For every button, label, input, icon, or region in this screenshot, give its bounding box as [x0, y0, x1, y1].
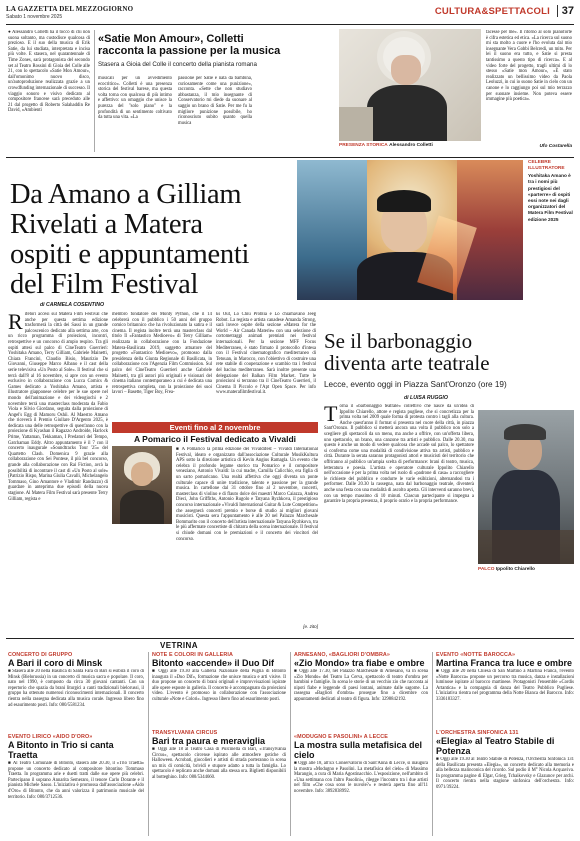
satie-signature: Ufo Costarella: [539, 144, 572, 149]
vetrina-item-1-kicker: CONCERTO DI GRUPPO: [8, 652, 73, 658]
amano-photo: [297, 160, 523, 300]
vetrina-item-5-title: «Zio Mondo» tra fiabe e ombre: [294, 658, 425, 668]
festival-headline-line-1: Da Amano a Gilliam: [10, 179, 242, 210]
vetrina-item-6-title: La mostra sulla metafisica del cielo: [294, 740, 423, 760]
vetrina-item-7-title: Martina Franca tra luce e ombre: [436, 658, 573, 668]
satie-col-4: facesse per me». Il ritorno al solo pianoforte è cifra estetica ed etica. «La ricerca sul suono mi sta molto a cuore e l'ho evoluta dal mio insegnante Vera Gobbi Belcredi, un mito. Per lei il suono era tutto, e Satie si presta tantissimo a questo tipo di ricerca». E al video forte del progetto, tragli ultimi di lo stesso «Satie mon Amour», «È stato realizzato un bellissimo video da Paola Leoluzzi, in cui io suono Satie in cielo con un canone e lo raggiungo poi sul mio terrazzo per suonare insieme. Non poteva essere immagine più poetica».: [486, 30, 572, 103]
section-name: CULTURA&SPETTACOLI: [434, 6, 550, 17]
vetrina-item-6-body: ■ Oggi alle 18, all'Ex Conservatorio di Sant'Anna di Lecce, si inaugura la mostra «Modugno e Pasolini. La metafisica del cielo» di Massimo Marangio, a cura di Maria Agostinacchio. L'esposizione, nell'ambito di «Una settimana con l'altro Pasolini», rilegge l'incontro tra i due artisti nel film «Che cosa sono le nuvole?» e resterà aperta fino all'11 novembre. Info: 3892838992.: [294, 761, 428, 794]
eventi-kicker: Eventi fino al 2 novembre: [112, 422, 318, 433]
festival-col-3: ks Out, Lo Chiù Problia e Lo chiamavano Jeeg Robot. La regista e artista canadese Amanda Strong, sarà invece ospite della sezione «Matera for the World – Air Canada Materie» con una selezione di cortometraggi animati premiati nei festival internazionali. Per la sezione MFF Focus Mediterraneo, è stato firmato il protocollo d'intesa con il Festival cinematografico mediterraneo di Tetouan, in Marocco, con l'obiettivo di costruire una rete stabile di cooperazione e scambio tra i festival del bacino mediterraneo. Sarà inoltre presente una delegazione del Balkan Film Market. Tutte le proiezioni si terranno tra il CineTeatro Guerrieri, il Cinema Il Piccolo e l'Apt Open Space. Per info www.materafilmfestival.it.: [216, 312, 316, 396]
chiarello-caption-name: Ippolito Chiarello: [495, 567, 535, 572]
festival-headline-line-2: Rivelati a Matera: [10, 209, 203, 240]
satie-photo: [339, 29, 481, 141]
masthead-rule: [6, 24, 574, 25]
satie-title: [98, 33, 334, 68]
vetrina-item-1-body: ■ Stasera alle 20 nella Basilica di Santa Fara di Bari si esibirà il coro di Minsk (Bielorussia) in un concerto di musica sacra e popolare. Il coro, nato nel 1990, è composto da circa 30 giovani cantanti. Con un repertorio che spazia da brani liturgici a canti tradizionali bielorussi, il gruppo ha ottenuto numerosi riconoscimenti internazionali. Il concerto rientra nella rassegna dedicata alla musica corale. Ingresso libero fino ad esaurimento posti. Info: 080/5581234.: [8, 669, 144, 708]
vetrina-item-6: [294, 734, 428, 841]
eventi-box: [112, 422, 318, 633]
vetrina-item-4-title: Bari tra paura e meraviglia: [152, 736, 266, 746]
vetrina-item-2: [8, 734, 144, 841]
festival-col-1: [8, 312, 108, 633]
barbonaggio-body: [324, 404, 474, 633]
vetrina-item-6-kicker: «MODUGNO E PASOLINI» A LECCE: [294, 734, 388, 740]
festival-headline: [10, 180, 310, 300]
vetrina-item-1: [8, 652, 144, 727]
barbonaggio-headline-line-2: diventa arte teatrale: [324, 351, 490, 375]
vetrina-item-2-kicker: EVENTO LIRICO «AIDO D'ORO»: [8, 734, 93, 740]
barbonaggio-byline: di LUISA RUGGIO: [404, 395, 448, 401]
celebre-label: CELEBRE ILLUSTRATORE: [528, 160, 565, 171]
vetrina-item-3-kicker: NOTE E COLORI IN GALLERIA: [152, 652, 233, 658]
satie-title-line-2: racconta la passione per la musica: [98, 45, 281, 57]
barbonaggio-headline-line-1: Se il barbonaggio: [324, 329, 473, 353]
barbonaggio-subtitle: Lecce, evento oggi in Piazza Sant'Oronzo (ore 19): [324, 380, 507, 389]
festival-col-2: membro fondatore dei Monty Python, che il 14 celebrerà con il pubblico i 50 anni del gruppo comico britannico che ha rivoluzionato la satira e il cinema. Il regista inoltre terrà una masterclass dal titolo Il «Fantastico Medioevo» di Terry Gilliam» realizzata in collaborazione con la Fondazione Matera-Basilicata 2019, saggetto attuatore del progetto «Fantastico Medioevo», promosso dalla presidenza della Giunta Regionale di Basilicata, in collaborazione con l'Agenzia Film Commission. Sul palco del CineTeatro Guerrieri anche Gabriele Mainetti, tra gli autori più originali e visionari del cinema italiano contemporaneo a cui è dedicata una retrospettiva completa, con la proiezione dei suoi lavori – Basette, Tiger Boy, Frea-: [112, 312, 212, 396]
satie-photo-caption: [339, 143, 481, 148]
vetrina-item-7-kicker: EVENTO «NOTTE BAROCCA»: [436, 652, 516, 658]
satie-col-2: musicali per un avvedimento ecocritico». Colletti è una presenza storica del festival barese, ma questa volta torna con qualcosa di più intimo e affettivo: un omaggio che unisce la purezza del "solo piano" e la profondità di un sentimento coltivato da tutta una vita. «La: [98, 76, 172, 121]
festival-col-1-text: ifetori accesi sul Matera Film Festival che anche per questa settima edizione trasformerà la città dei Sassi in un grande palcoscenico dedicato alla settima arte, con un ricco programma di proiezioni, incontri, retrospettive e un concorso di ampio respiro. Tra gli ospiti attesi sul palco di CineTeatro Guerrieri: Yoshitaka Amano, Terry Gilliam, Gabriele Mainetti, Chiara Francini, Claudio Bisio, Maurizio De Giovanni, Giuseppe Marco Albano e il cast della serie televisiva «Un Posto al Sole». Il festival che si terrà dall'8 al 16 novembre, si apre con un evento esclusivo in collaborazione con Lucca Comics & Games dedicato a Yoshitaka Amano, artista e illustratore giapponese celebre per le sue opere nel mondo dell'animazione e dei videogiochi e 2 novembre terrà una masterclass moderata da Fabio Viola e Silvio Giordano, seguita dalla proiezione di Angel's Egg di Mamoru Oshii. Al Maestro Amano che riceverà il Premio Giullare D'Argento 2025, è dedicata una delle retrospettive di quest'anno con la proiezione di Kyashan il Ragazzo Androide, Harlock Prime, Yattaman, Tekkaman, I Predatori del Tempo, Gatchaman Eddy. Altro appuntamento è il 7 con il concerto inaugurale «Soundtracks Tour '25» del Quartetto Clash. Domenica 9 grazie alla collaborazione con Sei Pontese, il più bel concorso, grande alla collaborazione con Rai Fiction, avrà la possibilità di incontrare il cast di «Un Posto al sole» (Patrizio Rispo, Marina Giulia Cavalli, Michelangelo Tommaso, Gino Amantore e Vladimir Randazzo) di guardare in anteprima due episodi della nuova stagione. Al Matera Film Festival sarà presente Terry Gilliam, regista e: [8, 312, 108, 502]
vetrina-item-8-title: «Elegia» al Teatro Stabile di Potenza: [436, 736, 555, 756]
issue-date: Sabato 1 novembre 2025: [6, 14, 63, 20]
festival-headline-line-3: ospiti e appuntamenti: [10, 239, 250, 270]
satie-subtitle: Stasera a Gioia del Colle il concerto della pianista romana: [98, 61, 257, 68]
newspaper-name: LA GAZZETTA DEL MEZZOGIORNO: [6, 5, 134, 13]
vetrina-item-8-kicker: L'ORCHESTRA SINFONICA 131: [436, 730, 519, 736]
vetrina-item-8: [436, 730, 574, 841]
celebre-text: Yoshitaka Amano è tra i nomi più prestigiosi del «parterre» di ospiti essi note nei dagli organizzatori del Matera Film Festival edizione 2025: [528, 173, 573, 222]
vetrina-item-5: [294, 652, 428, 727]
vetrina-item-5-kicker: ARNESANO, «BAGLIORI D'OMBRA»: [294, 652, 391, 658]
barbonaggio-body-text: orna il «barbonaggio teatrale» collettivo che nasce da un'idea di Ippolito Chiarello, attore e regista pugliese, che si concretizza per la prima volta nel 2009 quale forma di protesta contro i tagli alla cultura. Anche quest'anno il format si presenta nel cuore della città, in piazza Sant'Oronzo. Il pubblico si metterà ancora una volta il pubblico non solo a scegliere gli spettacoli da un menu, ma anche a offrire, con un'offerta libera, uno spettacolo, un brano, una canzone tra artisti e pubblico. Dalle 20.30, ma questo è anche un modo di vedere qualcosa che accade sul palco, lo spettatore si conferma come una modalità di condivisione attiva tra artisti, pubblico e città. Durante la serata saranno protagonisti attori e musicisti del territorio che offriranno al pubblico un'ampia scelta di performance: brani di teatro, musica, letteratura e poesia. L'artista e operatore culturale Ippolito Chiarello nell'occasione è per la prima volta nel ruolo di «padrone di casa» a raccogliere le richieste del pubblico e condurre le varie esibizioni, alternandosi tra i performer. Dalle 20.30 la rassegna, nata dal barbonaggio teatrale, diventerà anche una festa con una modalità di ascolto aperta. Gli interventi saranno brevi, con un tempo massimo di 10 minuti. Ciascun partecipante si impegna a garantire la propria presenza, il proprio orario e la propria performance.: [324, 404, 474, 505]
vetrina-item-2-body: ■ Al Teatro Comunale di Bitonto, stasera alle 20.30, il «Trio Traetta» propone un concerto dedicato al compositore bitontino Tommaso Traetta. In programma arie e duetti tratti dalle sue opere più celebri. Partecipano il soprano Annarita Semeraro, il tenore Carlo Dorante e il pianista Michele Sasso. L'iniziativa è promossa dall'associazione «Aido d'Oro» di Bitonto, che da anni valorizza il patrimonio musicale del territorio. Info: 080/3712536.: [8, 761, 144, 800]
vetrina-label: VETRINA: [160, 641, 198, 650]
vivaldi-portrait: [112, 446, 172, 524]
chiarello-photo: [478, 410, 574, 564]
festival-headline-line-4: del Film Festival: [10, 269, 199, 300]
vetrina-item-4-kicker: TRANSYLVANIA CIRCUS: [152, 730, 218, 736]
barbonaggio-dropcap: T: [324, 404, 338, 426]
celebre-sidebar: [528, 160, 574, 223]
vetrina-item-5-body: ■ Oggi alle 17.30, nel Palazzo Marchesale di Arnesano, va in scena «Zio Mondo» del Teatro La Cerva, spettacolo di teatro d'ombra per bambini e famiglie. In scena le storie di un vecchio zio che racconta ai nipoti fiabe e leggende di paesi lontani, animate dalle sagome. La rassegna «Bagliori d'ombra» prosegue fino a dicembre con appuntamenti dedicati al teatro di figura. Info: 3298842192.: [294, 669, 428, 702]
vetrina-item-8-body: ■ Oggi alle 19.30 al Teatro Stabile di Potenza, l'Orchestra Sinfonica 131 della Basilicata presenta «Elegia», un concerto dedicato alla memoria e alla bellezza malinconica del ricordo. Sul podio il M° Nicola Acquaviva. In programma pagine di Elgar, Grieg, Tchaikovsky e Glazunov per archi. Il concerto rientra nella stagione sinfonica dell'orchestra. Info: 0971/39224.: [436, 757, 574, 790]
vetrina-item-1-title: A Bari il coro di Minsk: [8, 658, 103, 668]
festival-dropcap: R: [8, 312, 23, 334]
chiarello-caption: [478, 567, 574, 572]
chiarello-caption-label: PALCO: [478, 567, 495, 572]
vetrina-item-3-title: Bitonto «accende» il Duo Dif: [152, 658, 275, 668]
vetrina-item-3-body: ■ Oggi alle 19.30 alla Galleria Nazionale della Puglia di Bitonto inaugura il «Duo Dif», formazione che unisce musica e arti visive. Il duo propone un concerto di brani originali e improvvisazioni ispirate alle opere esposte in galleria. Il concerto è accompagnato da proiezioni video. L'evento è promosso in collaborazione con l'associazione culturale «Note e Colori». Ingresso libero fino ad esaurimento posti.: [152, 669, 286, 702]
eventi-body: ■ A Pomarico la prima edizione del Vivaldifest – Vivaldi International Festival, ideato e organizzato dall'associazione Culturale MusikKultura APS sotto la direzione artistica di Kevin Angius Ramagla. Un evento che celebra il profondo legame storico tra Pomarico e il compositore veneziano, Antonio Vivaldi: la cui madre, Camilla Calicchio, era figlia di un sarto pomaricano. Una realtà affettiva che oggi diventa un ponte culturale capace di unire tradizione, talento e passione per la grande musica. In cartellone dal 31 ottobre fino al 2 novembre, concerti, masterclass di violino e di flauto dolce dei maestri Marco Caiazza, Andrea Dieci, John Griffiths, Antonio Rugolo e Tatyana Ryzhkova, il prestigioso concorso internazionale «Vivaldi International Guitar & Lute Competition» che assegnerà concerti premio e borse di studio ai migliori giovani musicisti. Questa sera l'appuntamento è alle 20 nel Palazzo Marchesale Bommarito con il concerto dell'artista internazionale Tatyana Ryzhkova, tra le più affermate concertiste di chitarra della scena internazionale. Il festival si chiude domani con le premiazioni e il concerto dei vincitori del concorso.: [176, 447, 318, 542]
barbonaggio-headline: [324, 330, 574, 374]
satie-col-1: ● Alessandro Colletti ha il tocco di chi non suona soltanto, ma custodisce qualcosa di prezioso. E il suo della musica di Erik Satie, da lui studiata, interpretata e incisa più volte. E stasera, nel quarantennale di Time Zones, sarà protagonista del secondo set al Teatro Rossini di Gioia del Colle alle 21, con lo spettacolo «Satie Mon Amour», dall'omonimo nuovo disco, un'autoproduzione realizzata grazie a un crowdfunding internazionale di successo. Il viaggio sonoro e visivo dedicato al compositore francese sarà preceduto alle 21 dal progetto di Roberto Salahaddin Re David, «Ambienti: [8, 30, 90, 114]
vetrina-item-2-title: A Bitonto in Trio si canta Traetta: [8, 740, 114, 760]
masthead: [6, 4, 574, 24]
vetrina-item-4: [152, 730, 286, 833]
caption-name: Alessandro Colletti: [389, 143, 433, 148]
vetrina-item-7-body: ■ Oggi alle 20 nella Chiesa di San Martino a Martina Franca, l'evento «Notte Barocca» propone un percorso tra musica, danza e installazioni luminose ispirate al barocco martinese. Protagonisti l'ensemble «Cordis Artantica» e la compagnia di danza del Teatro Pubblico Pugliese. L'iniziativa rientra nel programma della Notte Bianca del Barocco. Info: 3336183327.: [436, 669, 574, 702]
satie-col-3: passione per Satie è nata da bambina, curiosamente come una punizione», racconta. «Sette che non studiavo abbastanza, il mio insegnante di Conservatorio mi diede da suonare al saggio un brano di Satie. Per me fu la migliore punizione possibile, ho riconosciuto subito quanto quella musica: [178, 76, 252, 126]
vetrina-item-4-body: ■ Oggi alle 18 al Teatro Casa di Pulcinella di Bari, «Transylvania Circus», spettacolo circense ispirato alle atmosfere gotiche di Halloween. Acrobati, giocolieri e artisti di strada porteranno in scena un mix di comicità, brividi e stupore adatto a tutta la famiglia. Lo spettacolo è replicato anche domani alla stessa ora. Biglietti disponibili al botteghino. Info: 080/5344660.: [152, 747, 286, 780]
eventi-title: A Pomarico il Festival dedicato a Vivaldi: [133, 434, 297, 444]
eventi-signature: [e. zito]: [303, 624, 318, 629]
vetrina-item-3: [152, 652, 286, 721]
vetrina-item-7: [436, 652, 574, 725]
caption-label: PRESENZA STORICA: [339, 143, 388, 148]
page-number: 37: [557, 5, 574, 17]
satie-title-line-1: «Satie Mon Amour», Colletti: [98, 33, 244, 45]
festival-byline: di CARMELA COSENTINO: [40, 302, 105, 308]
